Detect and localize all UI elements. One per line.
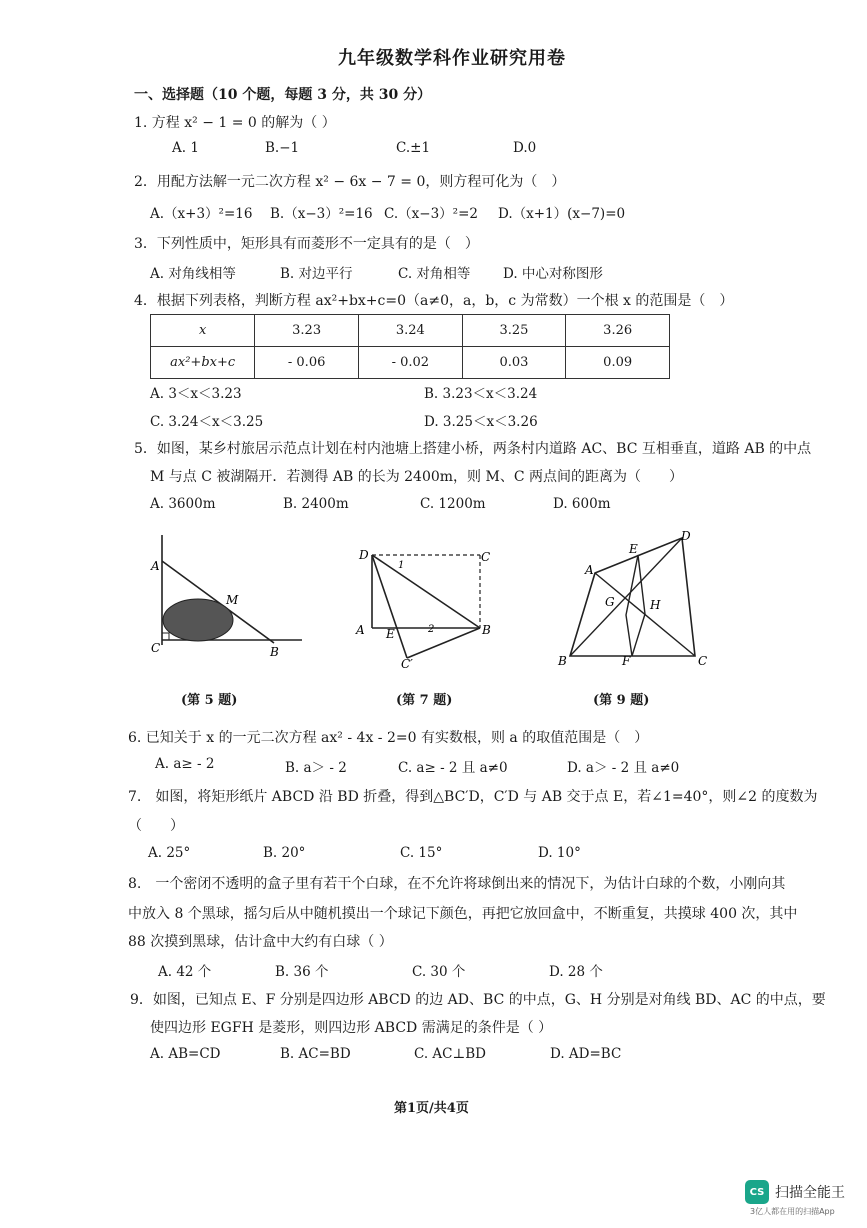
question-9-line-1: 9．如图，已知点 E、F 分别是四边形 ABCD 的边 AD、BC 的中点，G、H 分别是对角线 BD、AC 的中点，要	[130, 992, 826, 1008]
q9-option-d: D. AD=BC	[550, 1046, 622, 1062]
figure-9-caption: (第 9 题)	[593, 693, 650, 708]
q2-option-c: C.（x−3）²=2	[384, 206, 478, 222]
label-b: B	[482, 623, 491, 637]
q5-option-b: B. 2400m	[283, 496, 349, 512]
table-cell: - 0.02	[358, 347, 462, 379]
table-cell: x	[151, 315, 255, 347]
q3-option-a: A. 对角线相等	[150, 266, 236, 282]
figure-5	[140, 525, 315, 665]
figure-9	[550, 528, 720, 673]
q5-option-d: D. 600m	[553, 496, 611, 512]
label-a: A	[151, 559, 160, 573]
q5-option-c: C. 1200m	[420, 496, 486, 512]
q4-option-c: C. 3.24＜x＜3.25	[150, 414, 264, 430]
angle-2-label: 2	[428, 624, 435, 635]
angle-1-label: 1	[398, 560, 405, 571]
question-3-stem: 3．下列性质中，矩形具有而菱形不一定具有的是（ ）	[134, 236, 479, 252]
pond-shape	[163, 599, 233, 641]
q1-option-a: A. 1	[172, 140, 199, 156]
table-row	[151, 315, 670, 347]
label-b: B	[270, 645, 279, 659]
table-cell: 3.23	[255, 315, 359, 347]
scanner-tagline: 3亿人都在用的扫描App	[750, 1207, 835, 1216]
q7-option-c: C. 15°	[400, 845, 443, 861]
q2-option-b: B.（x−3）²=16	[270, 206, 373, 222]
scanner-watermark	[745, 1180, 845, 1204]
question-5-line-2: M 与点 C 被湖隔开．若测得 AB 的长为 2400m，则 M、C 两点间的距离为（ ）	[150, 469, 683, 485]
question-7-line-2: （ ）	[128, 818, 184, 834]
label-c: C	[481, 550, 491, 564]
question-1-stem: 1. 方程 x² − 1 = 0 的解为（ ）	[134, 115, 336, 131]
q6-option-d: D. a＞ - 2 且 a≠0	[567, 760, 680, 776]
q7-option-d: D. 10°	[538, 845, 581, 861]
label-c: C	[151, 641, 161, 655]
figure-7	[350, 540, 500, 670]
label-b: B	[558, 654, 567, 668]
q9-option-c: C. AC⊥BD	[414, 1046, 486, 1062]
q6-option-b: B. a＞ - 2	[285, 760, 347, 776]
q4-option-a: A. 3＜x＜3.23	[150, 386, 242, 402]
label-m: M	[226, 593, 239, 607]
label-c-prime: C′	[401, 657, 413, 670]
label-a: A	[585, 563, 594, 577]
scanner-brand-name: 扫描全能王	[775, 1185, 845, 1201]
question-2-stem: 2．用配方法解一元二次方程 x² − 6x − 7 = 0，则方程可化为（ ）	[134, 174, 566, 190]
q3-option-d: D. 中心对称图形	[503, 266, 603, 282]
label-f: F	[622, 654, 631, 668]
label-h: H	[650, 598, 661, 612]
q3-option-b: B. 对边平行	[280, 266, 353, 282]
q1-option-b: B.−1	[265, 140, 300, 156]
value-table	[150, 314, 670, 379]
table-row	[151, 347, 670, 379]
section-heading: 一、选择题（10 个题，每题 3 分，共 30 分）	[134, 87, 432, 103]
figure-5-caption: (第 5 题)	[181, 693, 238, 708]
table-cell: 0.09	[566, 347, 670, 379]
figure-7-caption: (第 7 题)	[396, 693, 453, 708]
q4-option-b: B. 3.23＜x＜3.24	[424, 386, 538, 402]
label-a: A	[356, 623, 365, 637]
label-e: E	[386, 627, 395, 641]
q8-option-b: B. 36 个	[275, 964, 329, 980]
table-cell: 3.24	[358, 315, 462, 347]
table-cell: ax²+bx+c	[151, 347, 255, 379]
q2-option-d: D.（x+1）(x−7)=0	[498, 206, 626, 222]
q6-option-c: C. a≥ - 2 且 a≠0	[398, 760, 508, 776]
q7-option-b: B. 20°	[263, 845, 306, 861]
question-8-line-3: 88 次摸到黑球，估计盒中大约有白球（ ）	[128, 934, 393, 950]
table-cell: - 0.06	[255, 347, 359, 379]
q8-option-d: D. 28 个	[549, 964, 603, 980]
question-8-line-1: 8. 一个密闭不透明的盒子里有若干个白球，在不允许将球倒出来的情况下，为估计白球的个数，小刚向其	[128, 876, 786, 892]
label-d: D	[681, 529, 691, 543]
label-c: C	[698, 654, 708, 668]
q4-option-d: D. 3.25＜x＜3.26	[424, 414, 538, 430]
q9-option-a: A. AB=CD	[150, 1046, 221, 1062]
table-cell: 3.26	[566, 315, 670, 347]
q1-option-d: D.0	[513, 140, 537, 156]
table-cell: 3.25	[462, 315, 566, 347]
table-cell: 0.03	[462, 347, 566, 379]
q3-option-c: C. 对角相等	[398, 266, 471, 282]
q7-option-a: A. 25°	[148, 845, 191, 861]
label-g: G	[605, 595, 615, 609]
page-number: 第1页/共4页	[394, 1101, 469, 1116]
page-title: 九年级数学科作业研究用卷	[338, 48, 566, 69]
question-9-line-2: 使四边形 EGFH 是菱形，则四边形 ABCD 需满足的条件是（ ）	[150, 1020, 553, 1036]
question-4-stem: 4．根据下列表格，判断方程 ax²+bx+c=0（a≠0，a，b，c 为常数）一个根 x 的范围是（ ）	[134, 293, 734, 309]
q9-option-b: B. AC=BD	[280, 1046, 351, 1062]
label-e: E	[629, 542, 638, 556]
q5-option-a: A. 3600m	[150, 496, 216, 512]
q8-option-a: A. 42 个	[158, 964, 212, 980]
q1-option-c: C.±1	[396, 140, 431, 156]
cs-logo-icon: CS	[745, 1180, 769, 1204]
question-6-stem: 6. 已知关于 x 的一元二次方程 ax² - 4x - 2=0 有实数根，则 a 的取值范围是（ ）	[128, 730, 649, 746]
question-5-line-1: 5．如图，某乡村旅居示范点计划在村内池塘上搭建小桥，两条村内道路 AC、BC 互相垂直，道路 AB 的中点	[134, 441, 812, 457]
question-8-line-2: 中放入 8 个黑球，摇匀后从中随机摸出一个球记下颜色，再把它放回盒中，不断重复，共摸球 400 次，其中	[128, 906, 798, 922]
label-d: D	[359, 548, 369, 562]
question-7-line-1: 7. 如图，将矩形纸片 ABCD 沿 BD 折叠，得到△BC′D，C′D 与 AB 交于点 E，若∠1=40°，则∠2 的度数为	[128, 789, 818, 805]
q8-option-c: C. 30 个	[412, 964, 466, 980]
q2-option-a: A.（x+3）²=16	[150, 206, 253, 222]
q6-option-a: A. a≥ - 2	[155, 756, 215, 772]
